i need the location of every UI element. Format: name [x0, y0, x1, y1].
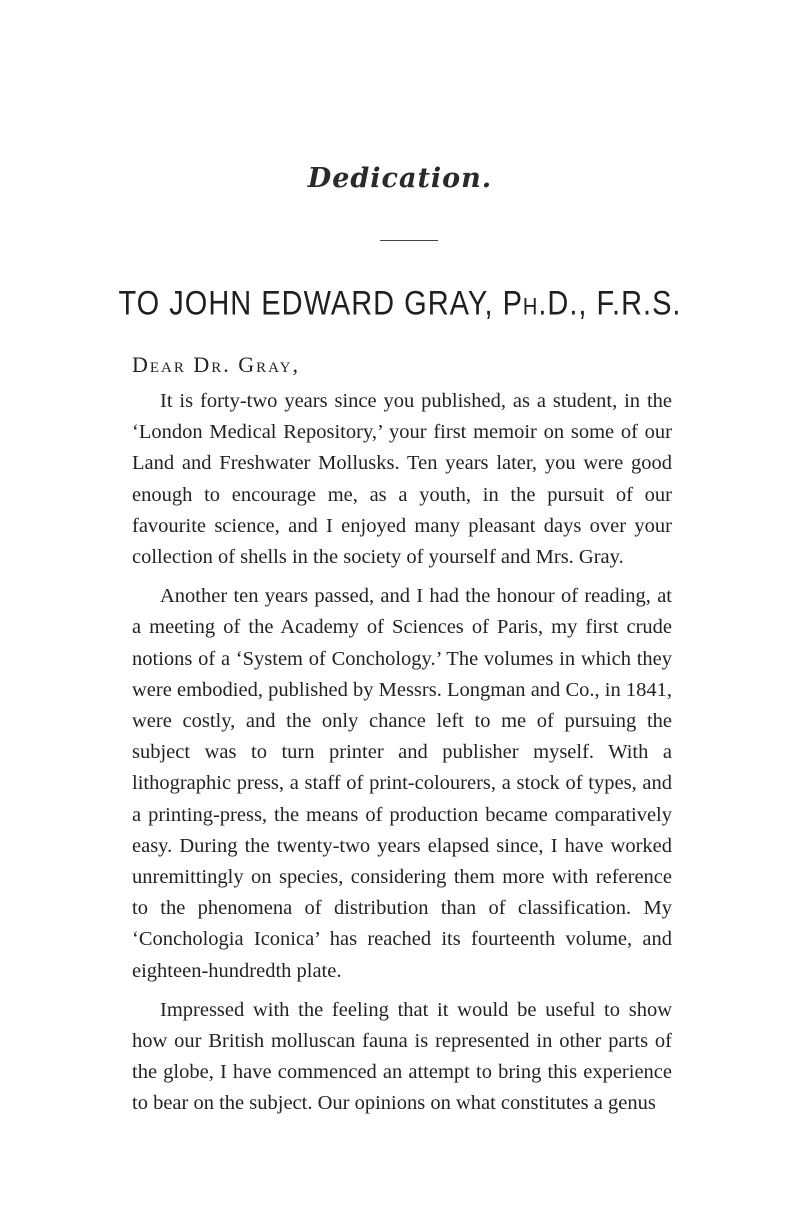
- dedicatee-line: [0, 285, 800, 324]
- paragraph: Impressed with the feeling that it would be useful to show how our British molluscan fauna is represented in other parts of the globe, I have commenced an attempt to bring this experience to bear on the subject. Our opinions on what constitutes a genus: [132, 998, 672, 1115]
- dedicatee-degree: Ph.D.: [502, 285, 579, 323]
- paragraph: Another ten years passed, and I had the honour of reading, at a meeting of the Academy of Sciences of Paris, my first crude notions of a ‘System of Conchology.’ The volumes in which they were embodied, published by Messrs. Longman and Co., in 1841, were costly, and the only chance left to me of pursuing the subject was to turn printer and publisher myself. With a lithographic press, a staff of print-colourers, a stock of types, and a printing-press, the means of production became comparatively easy. During the twenty-two years elapsed since, I have worked unremittingly on species, considering them more with reference to the phenomena of distribution than of classification. My ‘Conchologia Iconica’ has reached its fourteenth volume, and eighteen-hundredth plate.: [132, 585, 672, 982]
- dedicatee-name: TO JOHN EDWARD GRAY,: [118, 285, 503, 323]
- letter-body: [132, 386, 672, 1120]
- heading-rule: [380, 240, 438, 241]
- dedication-heading: Dedication.: [307, 163, 493, 194]
- dedicatee-honour: , F.R.S.: [578, 285, 682, 323]
- paragraph: It is forty-two years since you published, as a student, in the ‘London Medical Repository,’ your first memoir on some of our Land and Freshwater Mollusks. Ten years later, you were good enough to encourage me, as a youth, in the pursuit of our favourite science, and I enjoyed many pleasant days over your collection of shells in the society of yourself and Mrs. Gray.: [132, 390, 672, 569]
- salutation: Dear Dr. Gray,: [132, 352, 300, 377]
